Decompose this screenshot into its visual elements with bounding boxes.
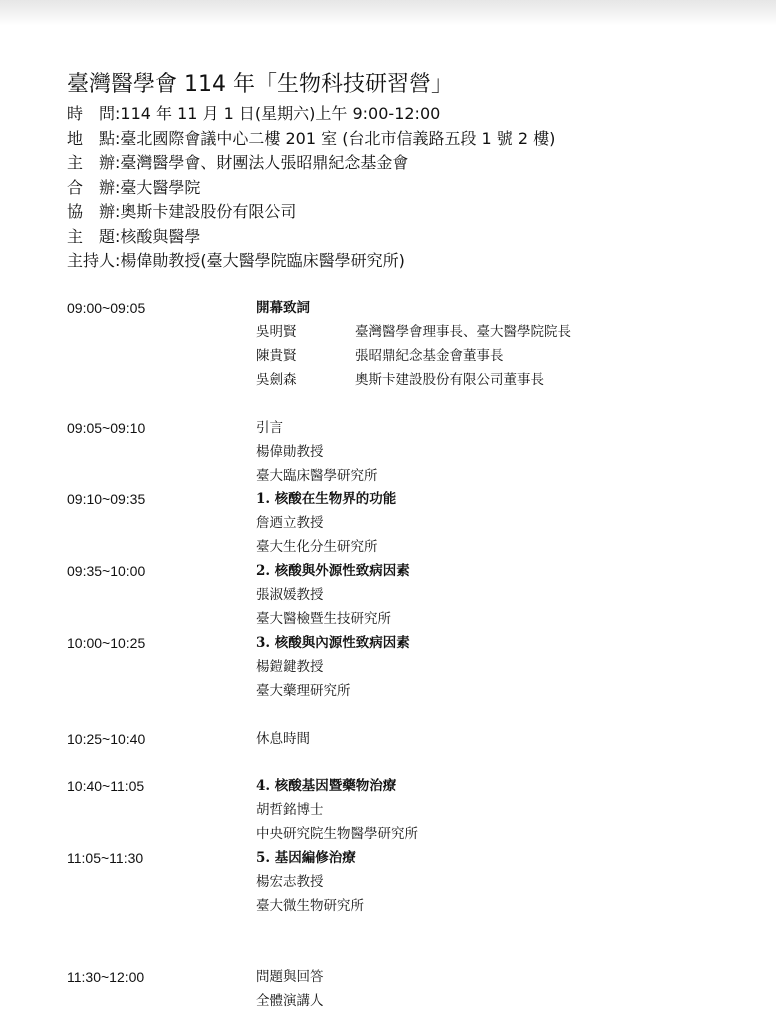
info-value: 臺灣醫學會、財團法人張昭鼎紀念基金會 xyxy=(120,153,409,172)
info-label: 時 問: xyxy=(67,104,121,123)
session-heading: 1. 核酸在生物界的功能 xyxy=(256,491,397,507)
document-title: 臺灣醫學會 114 年「生物科技研習營」 xyxy=(67,72,453,97)
info-label: 協 辦: xyxy=(67,202,121,221)
session-heading: 開幕致詞 xyxy=(256,300,310,316)
info-label: 主 題: xyxy=(67,226,121,246)
session-time: 10:25~10:40 xyxy=(67,731,146,747)
speaker-name: 張淑媛教授 xyxy=(256,587,324,603)
speaker-name: 全體演講人 xyxy=(256,993,324,1009)
speaker-affiliation: 中央研究院生物醫學研究所 xyxy=(256,826,418,842)
info-value: 楊偉勛教授(臺大醫學院臨床醫學研究所) xyxy=(120,251,405,270)
session-time: 10:40~11:05 xyxy=(67,778,145,794)
info-label: 地 點: xyxy=(67,128,121,148)
session-heading: 2. 核酸與外源性致病因素 xyxy=(256,563,410,579)
speaker-role: 張昭鼎紀念基金會董事長 xyxy=(355,348,504,364)
speaker-name: 楊宏志教授 xyxy=(256,874,324,890)
speaker-name: 吳明賢 xyxy=(256,324,297,340)
session-time: 09:05~09:10 xyxy=(67,420,146,436)
info-label: 主持人: xyxy=(67,251,121,270)
speaker-name: 胡哲銘博士 xyxy=(256,802,324,818)
info-label: 主 辦: xyxy=(67,153,121,172)
session-heading: 3. 核酸與內源性致病因素 xyxy=(256,635,410,651)
session-time: 09:10~09:35 xyxy=(67,491,146,507)
info-value: 114 年 11 月 1 日(星期六)上午 9:00-12:00 xyxy=(120,104,441,123)
session-time: 10:00~10:25 xyxy=(67,635,146,651)
speaker-role: 臺灣醫學會理事長、臺大醫學院院長 xyxy=(355,324,571,340)
speaker-affiliation: 臺大藥理研究所 xyxy=(256,683,351,699)
speaker-name: 楊鎧鍵教授 xyxy=(256,659,324,675)
speaker-affiliation: 臺大醫檢暨生技研究所 xyxy=(256,611,391,627)
speaker-name: 吳劍森 xyxy=(256,372,297,388)
speaker-name: 陳貴賢 xyxy=(256,348,297,364)
session-time: 11:30~12:00 xyxy=(67,969,145,985)
speaker-affiliation: 臺大臨床醫學研究所 xyxy=(256,468,378,484)
speaker-name: 詹迺立教授 xyxy=(256,515,324,531)
session-time: 11:05~11:30 xyxy=(67,850,144,866)
info-value: 臺大醫學院 xyxy=(120,177,201,197)
speaker-name: 楊偉勛教授 xyxy=(256,444,324,460)
speaker-affiliation: 臺大生化分生研究所 xyxy=(256,539,378,555)
session-heading: 休息時間 xyxy=(256,731,310,747)
info-value: 臺北國際會議中心二樓 201 室 (台北市信義路五段 1 號 2 樓) xyxy=(120,128,556,148)
speaker-affiliation: 臺大微生物研究所 xyxy=(256,898,364,914)
session-time: 09:35~10:00 xyxy=(67,563,146,579)
info-label: 合 辦: xyxy=(67,177,121,197)
session-heading: 4. 核酸基因暨藥物治療 xyxy=(256,778,397,794)
session-heading: 問題與回答 xyxy=(256,969,324,985)
speaker-role: 奧斯卡建設股份有限公司董事長 xyxy=(355,372,544,388)
session-heading: 引言 xyxy=(256,420,283,436)
session-time: 09:00~09:05 xyxy=(67,300,146,316)
session-heading: 5. 基因編修治療 xyxy=(256,850,356,866)
info-value: 核酸與醫學 xyxy=(120,226,201,246)
info-value: 奧斯卡建設股份有限公司 xyxy=(120,202,297,221)
